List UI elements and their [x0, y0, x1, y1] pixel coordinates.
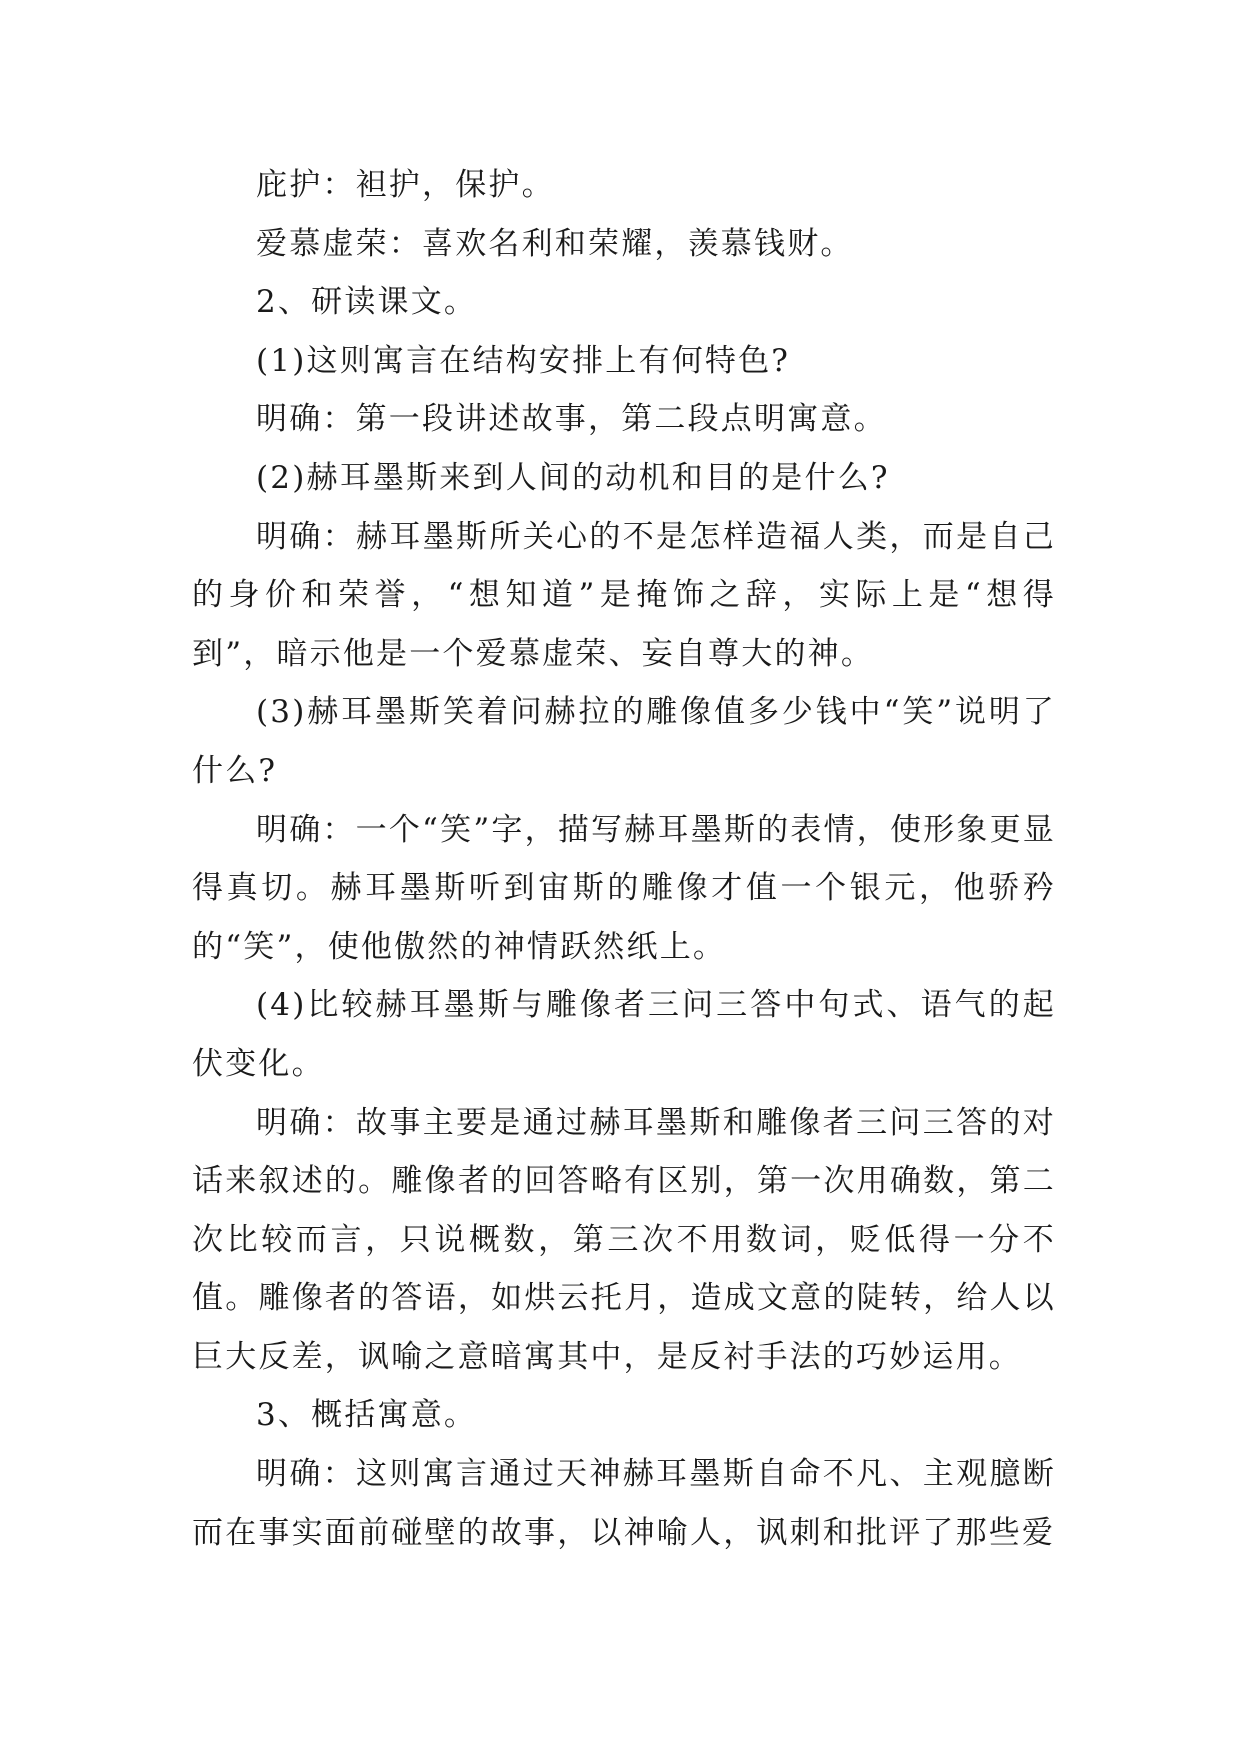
question-4: (4)比较赫耳墨斯与雕像者三问三答中句式、语气的起伏变化。: [192, 987, 1056, 1082]
section-heading-summarize-moral: 3、概括寓意。: [256, 1397, 478, 1434]
question-3: (3)赫耳墨斯笑着问赫拉的雕像值多少钱中“笑”说明了什么?: [192, 694, 1056, 789]
answer-4: 明确：故事主要是通过赫耳墨斯和雕像者三问三答的对话来叙述的。雕像者的回答略有区别，第一次用确数，第二次比较而言，只说概数，第三次不用数词，贬低得一分不值。雕像者的答语，如烘云托月，造成文意的陡转，给人以巨大反差，讽喻之意暗寓其中，是反衬手法的巧妙运用。: [192, 1104, 1056, 1375]
answer-2: 明确：赫耳墨斯所关心的不是怎样造福人类，而是自己的身价和荣誉，“想知道”是掩饰之辞，实际上是“想得到”，暗示他是一个爱慕虚荣、妄自尊大的神。: [192, 518, 1056, 672]
question-2: (2)赫耳墨斯来到人间的动机和目的是什么?: [256, 459, 890, 496]
section-heading-study-text: 2、研读课文。: [256, 284, 478, 321]
answer-moral: 明确：这则寓言通过天神赫耳墨斯自命不凡、主观臆断而在事实面前碰壁的故事，以神喻人，讽刺和批评了那些爱: [192, 1456, 1056, 1551]
question-1: (1)这则寓言在结构安排上有何特色?: [256, 342, 791, 379]
answer-1: 明确：第一段讲述故事，第二段点明寓意。: [256, 401, 887, 438]
document-body: [192, 156, 1056, 1562]
answer-3: 明确：一个“笑”字，描写赫耳墨斯的表情，使形象更显得真切。赫耳墨斯听到宙斯的雕像才值一个银元，他骄矜的“笑”，使他傲然的神情跃然纸上。: [192, 811, 1056, 965]
paragraph-definition-bihu: 庇护：袒护，保护。: [256, 167, 555, 203]
paragraph-definition-aimu-xurong: 爱慕虚荣：喜欢名利和荣耀，羡慕钱财。: [256, 225, 854, 262]
